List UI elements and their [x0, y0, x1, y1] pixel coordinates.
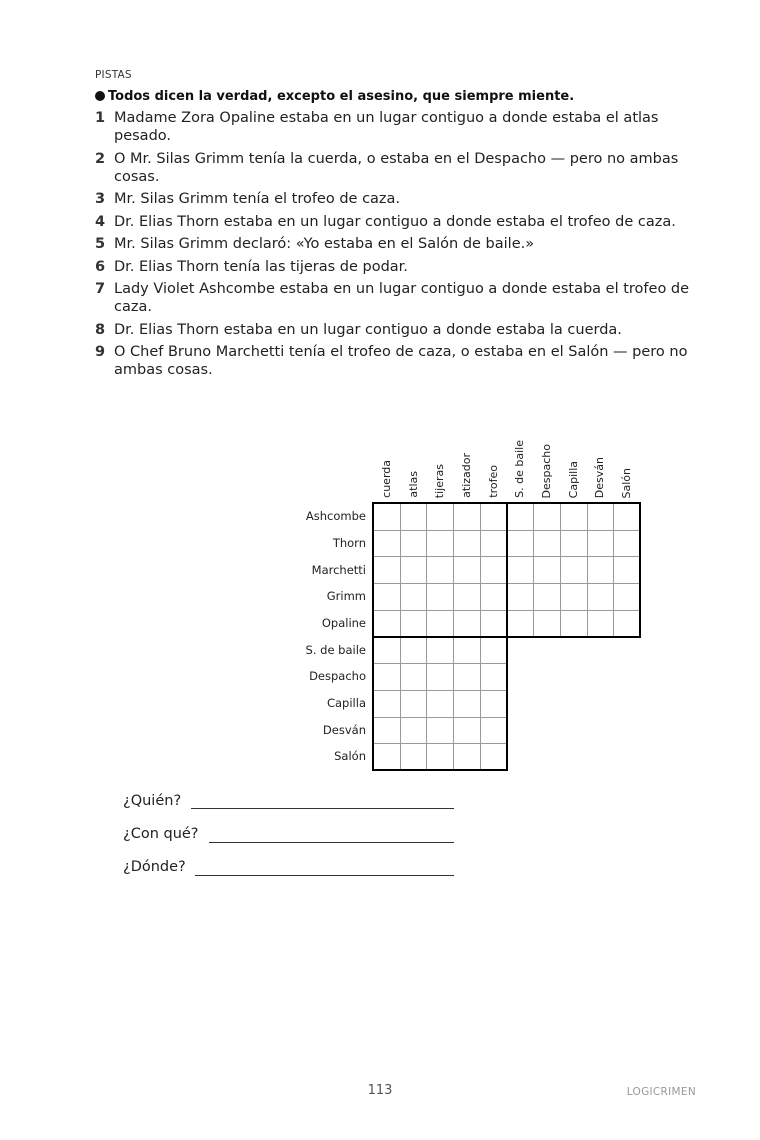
grid-cell[interactable]	[400, 530, 428, 558]
col-header-label: atizador	[459, 453, 473, 498]
clue-list	[95, 109, 695, 384]
grid-cell[interactable]	[400, 690, 428, 718]
clue-item	[95, 280, 695, 316]
grid-cell[interactable]	[373, 663, 401, 691]
rule-text: Todos dicen la verdad, excepto el asesino, que siempre miente.	[108, 89, 575, 104]
answer-line-where[interactable]	[195, 875, 454, 876]
row-header-thorn: Thorn	[332, 536, 366, 550]
col-header-label: trofeo	[486, 465, 500, 498]
clue-number: 9	[95, 344, 106, 360]
grid-cell[interactable]	[400, 663, 428, 691]
grid-cell[interactable]	[533, 610, 561, 638]
clue-text: Lady Violet Ashcombe estaba en un lugar contiguo a donde estaba el trofeo de caza.	[114, 281, 690, 315]
grid-cell[interactable]	[507, 503, 535, 531]
grid-cell[interactable]	[587, 556, 615, 584]
grid-cell[interactable]	[560, 503, 588, 531]
col-header-label: tijeras	[432, 463, 446, 498]
clue-item	[95, 109, 695, 145]
clue-item	[95, 258, 695, 276]
clue-number: 5	[95, 236, 106, 252]
grid-cell[interactable]	[533, 530, 561, 558]
grid-cell[interactable]	[613, 530, 641, 558]
grid-cell[interactable]	[480, 530, 508, 558]
col-header-label: cuerda	[379, 460, 393, 498]
grid-cell[interactable]	[560, 530, 588, 558]
grid-cell[interactable]	[426, 556, 454, 584]
question-where: ¿Dónde?	[123, 859, 186, 875]
grid-cell[interactable]	[426, 690, 454, 718]
question-who: ¿Quién?	[123, 793, 182, 809]
grid-cell[interactable]	[480, 690, 508, 718]
grid-cell[interactable]	[453, 743, 481, 771]
grid-cell[interactable]	[400, 556, 428, 584]
grid-cell[interactable]	[507, 583, 535, 611]
clue-item	[95, 190, 695, 208]
col-header-label: Salón	[619, 467, 633, 498]
clue-item	[95, 321, 695, 339]
grid-cell[interactable]	[613, 610, 641, 638]
grid-cell[interactable]	[373, 503, 401, 531]
grid-cell[interactable]	[400, 503, 428, 531]
col-header-label: atlas	[406, 471, 420, 498]
grid-cell[interactable]	[453, 503, 481, 531]
clue-number: 3	[95, 191, 106, 207]
clue-text: Mr. Silas Grimm tenía el trofeo de caza.	[114, 191, 401, 207]
grid-cell[interactable]	[426, 530, 454, 558]
row-header-grimm: Grimm	[326, 589, 366, 603]
grid-cell[interactable]	[453, 583, 481, 611]
clue-item	[95, 343, 695, 379]
col-header-cuerda	[373, 438, 399, 498]
grid-cell[interactable]	[400, 637, 428, 665]
grid-cell[interactable]	[453, 663, 481, 691]
row-header-desvan: Desván	[322, 723, 366, 737]
grid-cell[interactable]	[400, 610, 428, 638]
grid-cell[interactable]	[507, 530, 535, 558]
clue-number: 7	[95, 281, 106, 297]
clue-number: 4	[95, 213, 106, 230]
section-heading: PISTAS	[95, 69, 132, 81]
row-header-opaline: Opaline	[321, 616, 366, 630]
row-header-marchetti: Marchetti	[311, 563, 366, 577]
grid-cell[interactable]	[480, 610, 508, 638]
clue-item	[95, 150, 695, 186]
row-header-ashcombe: Ashcombe	[305, 509, 366, 523]
grid-cell[interactable]	[613, 556, 641, 584]
grid-cell[interactable]	[587, 530, 615, 558]
grid-cell[interactable]	[373, 530, 401, 558]
col-header-trofeo	[480, 438, 506, 498]
clue-text: Dr. Elias Thorn estaba en un lugar contiguo a donde estaba el trofeo de caza.	[114, 213, 676, 230]
grid-cell[interactable]	[400, 717, 428, 745]
row-header-salon: Salón	[334, 749, 366, 763]
grid-cell[interactable]	[453, 637, 481, 665]
grid-cell[interactable]	[426, 503, 454, 531]
grid-cell[interactable]	[480, 556, 508, 584]
answer-line-who[interactable]	[191, 808, 454, 809]
col-header-label: Despacho	[539, 443, 553, 498]
grid-cell[interactable]	[373, 743, 401, 771]
question-what: ¿Con qué?	[123, 826, 199, 842]
clue-text: Dr. Elias Thorn estaba en un lugar contiguo a donde estaba la cuerda.	[114, 321, 622, 338]
clue-number: 2	[95, 150, 106, 167]
clue-number: 1	[95, 110, 106, 126]
grid-cell[interactable]	[426, 743, 454, 771]
grid-cell[interactable]	[453, 530, 481, 558]
clue-text: O Chef Bruno Marchetti tenía el trofeo de caza, o estaba en el Salón — pero no ambas cosas.	[114, 344, 688, 378]
grid-cell[interactable]	[587, 583, 615, 611]
grid-cell[interactable]	[373, 690, 401, 718]
col-header-despacho	[533, 438, 559, 498]
grid-cell[interactable]	[373, 717, 401, 745]
col-header-desvan	[586, 438, 612, 498]
page-number: 113	[367, 1083, 393, 1098]
grid-cell[interactable]	[507, 556, 535, 584]
brand-label: LOGICRIMEN	[626, 1086, 696, 1098]
col-header-label: Capilla	[566, 460, 580, 498]
col-header-label: Desván	[592, 456, 606, 498]
grid-cell[interactable]	[373, 583, 401, 611]
col-header-atlas	[400, 438, 426, 498]
grid-cell[interactable]	[426, 663, 454, 691]
grid-cell[interactable]	[587, 610, 615, 638]
col-header-salon	[613, 438, 639, 498]
grid-cell[interactable]	[480, 637, 508, 665]
grid-cell[interactable]	[533, 556, 561, 584]
col-header-atizador	[453, 438, 479, 498]
grid-cell[interactable]	[480, 743, 508, 771]
grid-cell[interactable]	[400, 583, 428, 611]
grid-cell[interactable]	[453, 690, 481, 718]
clue-item	[95, 235, 695, 253]
grid-cell[interactable]	[587, 503, 615, 531]
clue-text: Dr. Elias Thorn tenía las tijeras de podar.	[114, 258, 408, 275]
col-header-label: S. de baile	[512, 440, 526, 498]
grid-cell[interactable]	[560, 583, 588, 611]
clue-number: 8	[95, 321, 106, 338]
grid-cell[interactable]	[426, 717, 454, 745]
grid-cell[interactable]	[533, 503, 561, 531]
grid-cell[interactable]	[426, 637, 454, 665]
grid-cell[interactable]	[560, 556, 588, 584]
grid-cell[interactable]	[480, 663, 508, 691]
col-header-tijeras	[426, 438, 452, 498]
grid-cell[interactable]	[453, 610, 481, 638]
grid-cell[interactable]	[507, 610, 535, 638]
grid-cell[interactable]	[373, 610, 401, 638]
clue-text: Madame Zora Opaline estaba en un lugar contiguo a donde estaba el atlas pesado.	[114, 110, 659, 144]
row-header-capilla: Capilla	[326, 696, 366, 710]
clue-item	[95, 213, 695, 231]
grid-cell[interactable]	[480, 717, 508, 745]
grid-cell[interactable]	[613, 583, 641, 611]
grid-cell[interactable]	[480, 583, 508, 611]
row-header-despacho: Despacho	[309, 669, 366, 683]
grid-cell[interactable]	[400, 743, 428, 771]
clue-number: 6	[95, 258, 106, 275]
grid-cell[interactable]	[533, 583, 561, 611]
grid-cell[interactable]	[426, 583, 454, 611]
col-header-s-de-baile	[506, 438, 532, 498]
grid-cell[interactable]	[373, 637, 401, 665]
clue-text: Mr. Silas Grimm declaró: «Yo estaba en el Salón de baile.»	[114, 236, 535, 252]
grid-cell[interactable]	[373, 556, 401, 584]
rule-line	[95, 89, 574, 104]
row-header-s-de-baile: S. de baile	[305, 643, 366, 657]
answer-line-what[interactable]	[209, 842, 454, 843]
grid-cell[interactable]	[453, 556, 481, 584]
col-header-capilla	[560, 438, 586, 498]
grid-cell[interactable]	[480, 503, 508, 531]
grid-cell[interactable]	[560, 610, 588, 638]
grid-cell[interactable]	[453, 717, 481, 745]
clue-text: O Mr. Silas Grimm tenía la cuerda, o estaba en el Despacho — pero no ambas cosas.	[114, 150, 679, 185]
bullet-icon	[95, 91, 105, 101]
grid-cell[interactable]	[426, 610, 454, 638]
grid-cell[interactable]	[613, 503, 641, 531]
